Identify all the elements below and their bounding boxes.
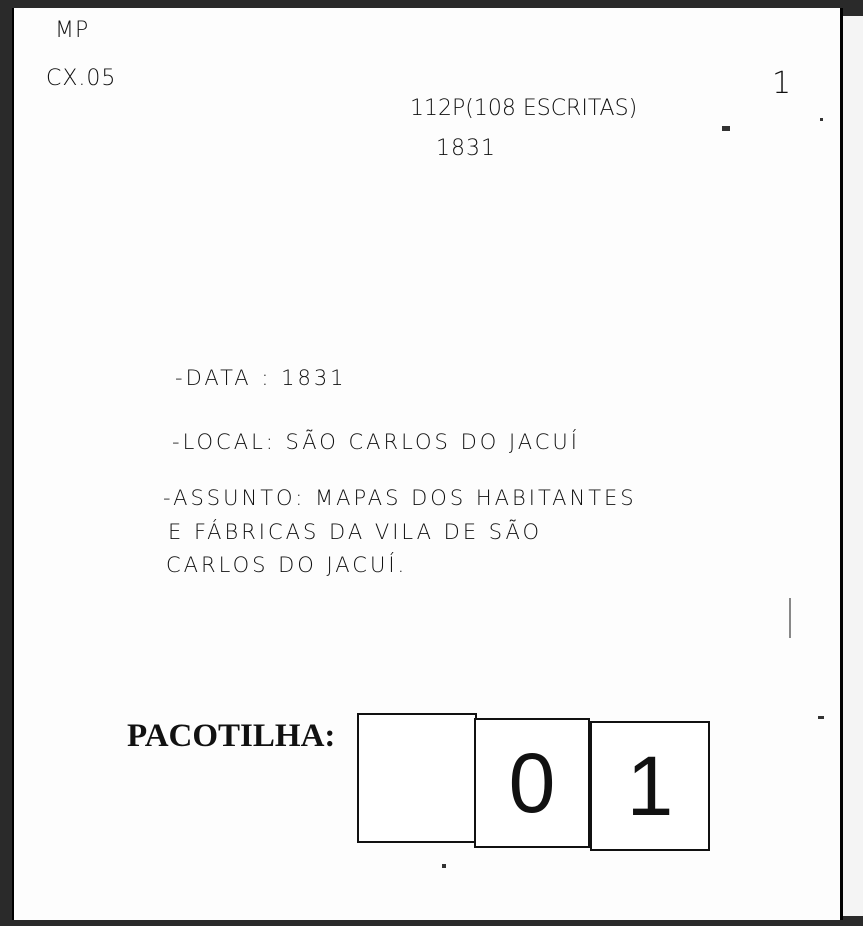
data-line: -DATA : 1831 [175, 366, 347, 390]
pacotilha-box-1 [357, 713, 477, 843]
pacotilha-box-2: 0 [474, 718, 590, 848]
assunto-line-3: CARLOS DO JACUÍ. [166, 553, 408, 577]
scan-speck [820, 118, 823, 121]
corner-note-cx: CX.05 [46, 66, 117, 91]
local-line: -LOCAL: SÃO CARLOS DO JACUÍ [172, 430, 580, 454]
scan-mark [789, 598, 791, 638]
scan-speck [818, 716, 824, 719]
corner-note-mp: MP [55, 18, 90, 43]
pacotilha-box-3: 1 [590, 721, 710, 851]
year-note: 1831 [436, 136, 496, 161]
pacotilha-label: PACOTILHA: [127, 718, 336, 754]
scan-speck [722, 126, 730, 131]
scan-speck [442, 864, 446, 868]
assunto-line-2: E FÁBRICAS DA VILA DE SÃO [168, 520, 543, 544]
assunto-line-1: -ASSUNTO: MAPAS DOS HABITANTES [163, 486, 637, 510]
page-number: 1 [772, 66, 793, 101]
pages-note: 112P(108 ESCRITAS) [410, 96, 638, 121]
